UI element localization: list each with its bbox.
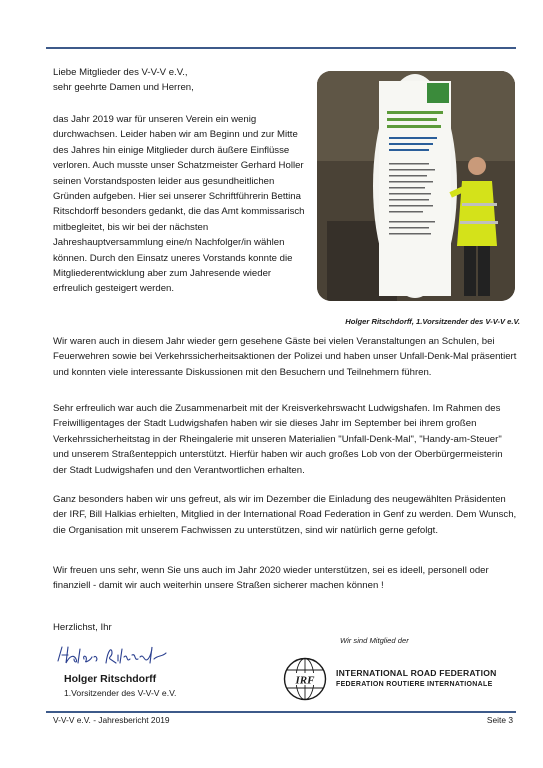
event-photo-illustration [317,71,515,301]
salutation-line-1: Liebe Mitglieder des V-V-V e.V., [53,67,188,78]
salutation [53,65,303,96]
membership-label: Wir sind Mitglied der [340,636,409,645]
paragraph-5: Wir freuen uns sehr, wenn Sie uns auch im Jahr 2020 wieder unterstützen, sei es ideell, personell oder finanziell - damit wir auch weiterhin unsere Straßen sicherer machen können ! [53,565,489,592]
irf-logo-icon [283,657,327,701]
paragraph-3: Sehr erfreulich war auch die Zusammenarbeit mit der Kreisverkehrswacht Ludwigshafen. Im Rahmen des Freiwilligentages der Stadt Ludwigshafen haben wir sie dieses Jahr im September bei ihrem großen Verkehrssicherheitstag in der Rheingalerie mit unseren Materialien "Unfall-Denk-Mal", "Handy-am-Steuer" und unserem Straßenteppich unterstützt. Hierfür haben wir auch großes Lob von der Oberbürgermeisterin der Stadt Ludwigshafen und den Verantwortlichen erhalten. [53,403,503,476]
paragraph-4: Ganz besonders haben wir uns gefreut, als wir im Dezember die Einladung des neugewählten Präsidenten der IRF, Bill Halkias erhielten, Mitglied in der International Road Federation in Genf zu werden. Dem Wunsch, die Organisation mit unserem Fachwissen zu unterstützen, sind wir natürlich gerne gefolgt. [53,494,517,536]
page-number: Seite 3 [486,715,513,725]
footer-rule [46,711,516,713]
irf-name-french: FEDERATION ROUTIERE INTERNATIONALE [336,681,493,688]
signer-title: 1.Vorsitzender des V-V-V e.V. [64,688,177,698]
paragraph-1: das Jahr 2019 war für unseren Verein ein wenig durchwachsen. Leider haben wir am Beginn und zur Mitte des Jahres hin einige Mitglieder durch äußere Einflüsse verloren. Auch musste unser Schatzmeister Gerhard Holler seinen Vorstandsposten leider aus gesundheitlichen Gründen aufgeben. Hier sei unserer Schriftführerin Bettina Ritschdorff besonders gedankt, die das Amt kommissarisch mitbegleitet, bis wir bei der nächsten Jahreshauptversammlung eine/n Nachfolger/in wählen können. Durch den Einsatz uneres Vorstands konnte die Mitgliederentwicklung aber zum Jahresende wieder erfreulich gesteigert werden. [53,114,305,295]
signer-name: Holger Ritschdorff [64,673,157,685]
footer-title: V-V-V e.V. - Jahresbericht 2019 [53,715,170,725]
closing: Herzlichst, Ihr [53,622,112,633]
svg-text:IRF: IRF [295,674,315,687]
salutation-line-2: sehr geehrte Damen und Herren, [53,82,194,94]
handwritten-signature [54,641,174,671]
photo-caption: Holger Ritschdorff, 1.Vorsitzender des V-V-V e.V. [345,317,520,326]
header-rule [46,47,516,49]
event-photo [317,71,515,301]
irf-name: INTERNATIONAL ROAD FEDERATION [336,668,497,678]
paragraph-2: Wir waren auch in diesem Jahr wieder gern gesehene Gäste bei vielen Veranstaltungen an Schulen, bei Feuerwehren sowie bei Verkehrssicherheitsaktionen der Polizei und haben unser Unfall-Denk-Mal präsentiert und konnten viele interessante Diskussionen mit den Besuchern und Teilnehmern führen. [53,336,517,378]
